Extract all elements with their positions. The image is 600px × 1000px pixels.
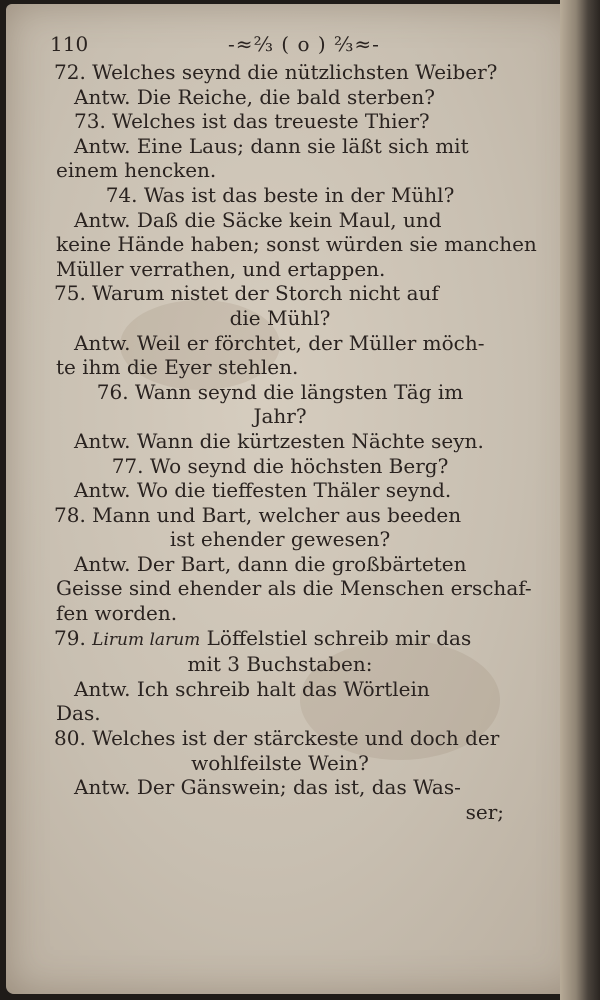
answer-line: Antw. Weil er förchtet, der Müller möch- bbox=[74, 330, 485, 355]
text-line: fen worden. bbox=[56, 601, 178, 626]
text-line: te ihm die Eyer stehlen. bbox=[56, 355, 299, 380]
question-number: 79. bbox=[54, 625, 86, 650]
text-line: Geisse sind ehender als die Menschen erschaf- bbox=[56, 576, 532, 601]
question-line: 75. Warum nistet der Storch nicht auf bbox=[54, 281, 439, 306]
page-header bbox=[44, 30, 516, 60]
question-line: 73. Welches ist das treueste Thier? bbox=[74, 109, 430, 134]
text-line: Müller verrathen, und ertappen. bbox=[56, 256, 386, 281]
text-line: keine Hände haben; sonst würden sie manchen bbox=[56, 232, 537, 257]
text-line: einem hencken. bbox=[56, 158, 217, 183]
text-line: ser; bbox=[465, 799, 504, 824]
text-line: mit 3 Buchstaben: bbox=[187, 652, 373, 677]
answer-line: Antw. Wann die kürtzesten Nächte seyn. bbox=[74, 428, 484, 453]
answer-line: Antw. Wo die tieffesten Thäler seynd. bbox=[74, 478, 452, 503]
page-text bbox=[44, 30, 537, 824]
text-line: wohlfeilste Wein? bbox=[191, 750, 369, 775]
answer-line: Antw. Die Reiche, die bald sterben? bbox=[74, 84, 435, 109]
text-line: die Mühl? bbox=[229, 305, 331, 330]
answer-line: Antw. Daß die Säcke kein Maul, und bbox=[74, 207, 442, 232]
text-line: ist ehender gewesen? bbox=[169, 527, 391, 552]
latin-phrase: Lirum larum bbox=[92, 629, 201, 650]
answer-line: Antw. Eine Laus; dann sie läßt sich mit bbox=[74, 133, 469, 158]
answer-line: Antw. Der Bart, dann die großbärteten bbox=[74, 551, 467, 576]
page-number: 110 bbox=[50, 32, 89, 56]
question-text: Löffelstiel schreib mir das bbox=[206, 625, 472, 650]
question-line: 78. Mann und Bart, welcher aus beeden bbox=[54, 502, 462, 527]
answer-line: Antw. Der Gänswein; das ist, das Was- bbox=[74, 775, 461, 800]
question-line: 74. Was ist das beste in der Mühl? bbox=[105, 182, 455, 207]
text-line: Das. bbox=[56, 701, 101, 726]
page-edge-shadow bbox=[560, 0, 600, 1000]
running-head-ornament: -≈⅔ ( o ) ⅔≈- bbox=[228, 32, 380, 56]
question-line: 76. Wann seynd die längsten Täg im bbox=[96, 379, 464, 404]
question-line: 72. Welches seynd die nützlichsten Weiber? bbox=[54, 60, 498, 84]
text-line: Jahr? bbox=[253, 404, 307, 429]
question-line: 80. Welches ist der stärckeste und doch der bbox=[54, 726, 500, 751]
question-line bbox=[44, 626, 516, 653]
question-line: 77. Wo seynd die höchsten Berg? bbox=[111, 453, 449, 478]
answer-line: Antw. Ich schreib halt das Wörtlein bbox=[74, 676, 430, 701]
